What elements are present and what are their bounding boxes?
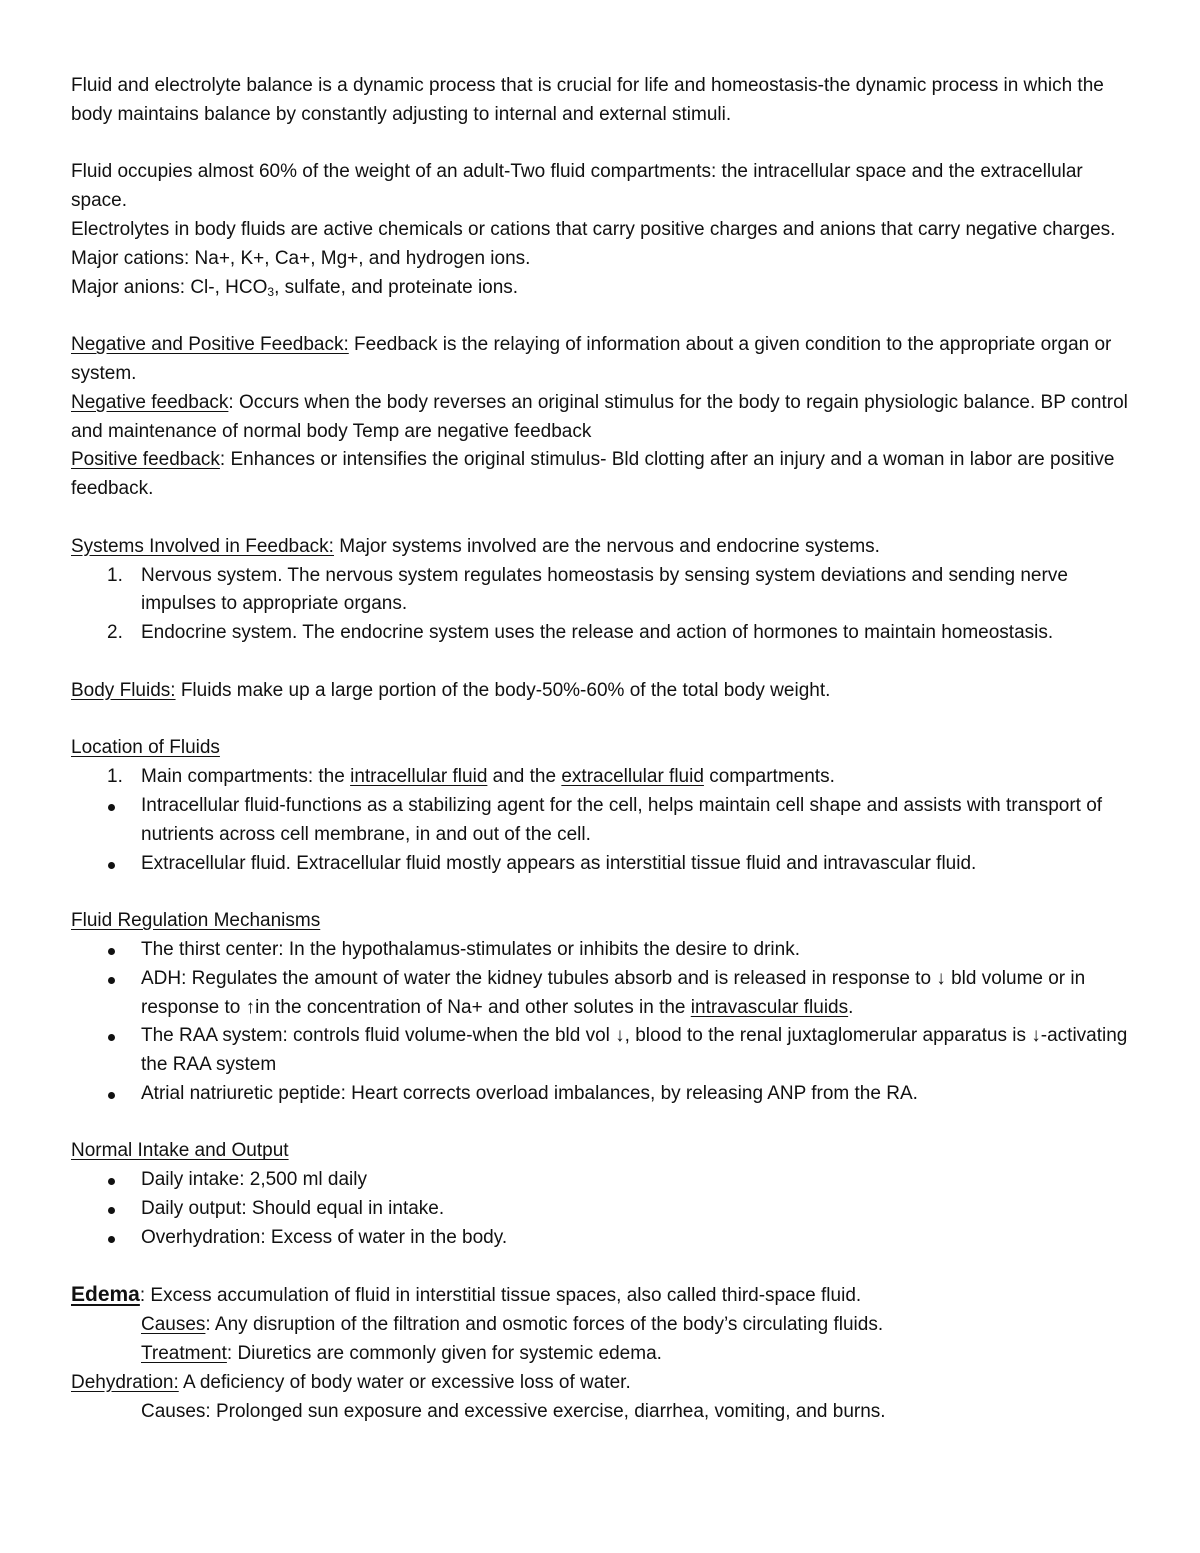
list-item: ADH: Regulates the amount of water the kidney tubules absorb and is released in response to ↓ bld volume or in response to ↑in the concentration of Na+ and other solutes in the intravascular fluids.	[71, 965, 1133, 1023]
intake-list	[71, 1166, 1133, 1252]
list-item: Daily output: Should equal in intake.	[71, 1195, 1133, 1224]
bullet-icon	[108, 948, 115, 955]
dehydration-heading: Dehydration:	[71, 1371, 179, 1393]
list-item: Overhydration: Excess of water in the body.	[71, 1224, 1133, 1253]
list-item: The thirst center: In the hypothalamus-stimulates or inhibits the desire to drink.	[71, 936, 1133, 965]
feedback-heading: Negative and Positive Feedback:	[71, 334, 349, 356]
bullet-icon	[108, 1092, 115, 1099]
body-fluids-paragraph: Body Fluids: Fluids make up a large portion of the body-50%-60% of the total body weight.	[71, 679, 831, 701]
major-cations-line: Major cations: Na+, K+, Ca+, Mg+, and hydrogen ions.	[71, 247, 531, 269]
list-item: Atrial natriuretic peptide: Heart corrects overload imbalances, by releasing ANP from the RA.	[71, 1080, 1133, 1109]
fluid-occupies-paragraph: Fluid occupies almost 60% of the weight of an adult-Two fluid compartments: the intracellular space and the extracellular space.	[71, 161, 1083, 212]
bullet-icon	[108, 1178, 115, 1185]
negative-feedback-paragraph: Negative feedback: Occurs when the body reverses an original stimulus for the body to regain physiologic balance. BP control and maintenance of normal body Temp are negative feedback	[71, 391, 1128, 442]
list-item: Daily intake: 2,500 ml daily	[71, 1166, 1133, 1195]
bullet-icon	[108, 977, 115, 984]
intake-heading: Normal Intake and Output	[71, 1140, 289, 1162]
bullet-icon	[108, 1236, 115, 1243]
intro-paragraph: Fluid and electrolyte balance is a dynamic process that is crucial for life and homeostasis-the dynamic process in which the body maintains balance by constantly adjusting to internal and external stimuli.	[71, 75, 1104, 125]
systems-heading: Systems Involved in Feedback:	[71, 535, 334, 557]
list-item: Intracellular fluid-functions as a stabilizing agent for the cell, helps maintain cell shape and assists with transport of nutrients across cell membrane, in and out of the cell.	[71, 792, 1133, 850]
bullet-icon	[108, 1034, 115, 1041]
regulation-list	[71, 936, 1133, 1109]
regulation-heading: Fluid Regulation Mechanisms	[71, 910, 321, 932]
systems-list	[71, 562, 1133, 648]
list-item: 1. Nervous system. The nervous system regulates homeostasis by sensing system deviations and sending nerve impulses to appropriate organs.	[107, 564, 1068, 615]
dehydration-paragraph: Dehydration: A deficiency of body water or excessive loss of water.	[71, 1371, 631, 1393]
electrolytes-paragraph: Electrolytes in body fluids are active chemicals or cations that carry positive charges and anions that carry negative charges.	[71, 218, 1116, 240]
list-item: The RAA system: controls fluid volume-when the bld vol ↓, blood to the renal juxtaglomerular apparatus is ↓-activating the RAA system	[71, 1022, 1133, 1080]
positive-feedback-label: Positive feedback	[71, 449, 220, 471]
major-anions-line: Major anions: Cl-, $HCO_3$, sulfate, and proteinate ions.	[71, 276, 519, 299]
negative-feedback-label: Negative feedback	[71, 391, 229, 413]
list-item: Extracellular fluid. Extracellular fluid mostly appears as interstitial tissue fluid and intravascular fluid.	[71, 850, 1133, 879]
location-list	[71, 763, 1133, 878]
systems-paragraph: Systems Involved in Feedback: Major systems involved are the nervous and endocrine systems.	[71, 535, 880, 557]
feedback-paragraph: Negative and Positive Feedback: Feedback is the relaying of information about a given condition to the appropriate organ or system.	[71, 334, 1112, 384]
location-heading: Location of Fluids	[71, 737, 220, 759]
bullet-icon	[108, 1207, 115, 1214]
list-item: 2. Endocrine system. The endocrine system uses the release and action of hormones to maintain homeostasis.	[107, 622, 1054, 644]
edema-heading: Edema	[71, 1283, 140, 1307]
bullet-icon	[108, 862, 115, 869]
positive-feedback-paragraph: Positive feedback: Enhances or intensifies the original stimulus- Bld clotting after an injury and a woman in labor are positive feedback.	[71, 449, 1115, 500]
edema-treatment: Treatment: Diuretics are commonly given for systemic edema.	[141, 1343, 662, 1365]
body-fluids-heading: Body Fluids:	[71, 679, 176, 701]
document-body	[71, 72, 1133, 1426]
bullet-icon	[108, 804, 115, 811]
edema-paragraph: Edema: Excess accumulation of fluid in interstitial tissue spaces, also called third-space fluid.	[71, 1283, 862, 1307]
list-item: 1. Main compartments: the intracellular fluid and the extracellular fluid compartments.	[107, 766, 835, 788]
dehydration-causes: Causes: Prolonged sun exposure and excessive exercise, diarrhea, vomiting, and burns.	[141, 1400, 886, 1422]
edema-causes: Causes: Any disruption of the filtration and osmotic forces of the body’s circulating fluids.	[141, 1314, 884, 1336]
